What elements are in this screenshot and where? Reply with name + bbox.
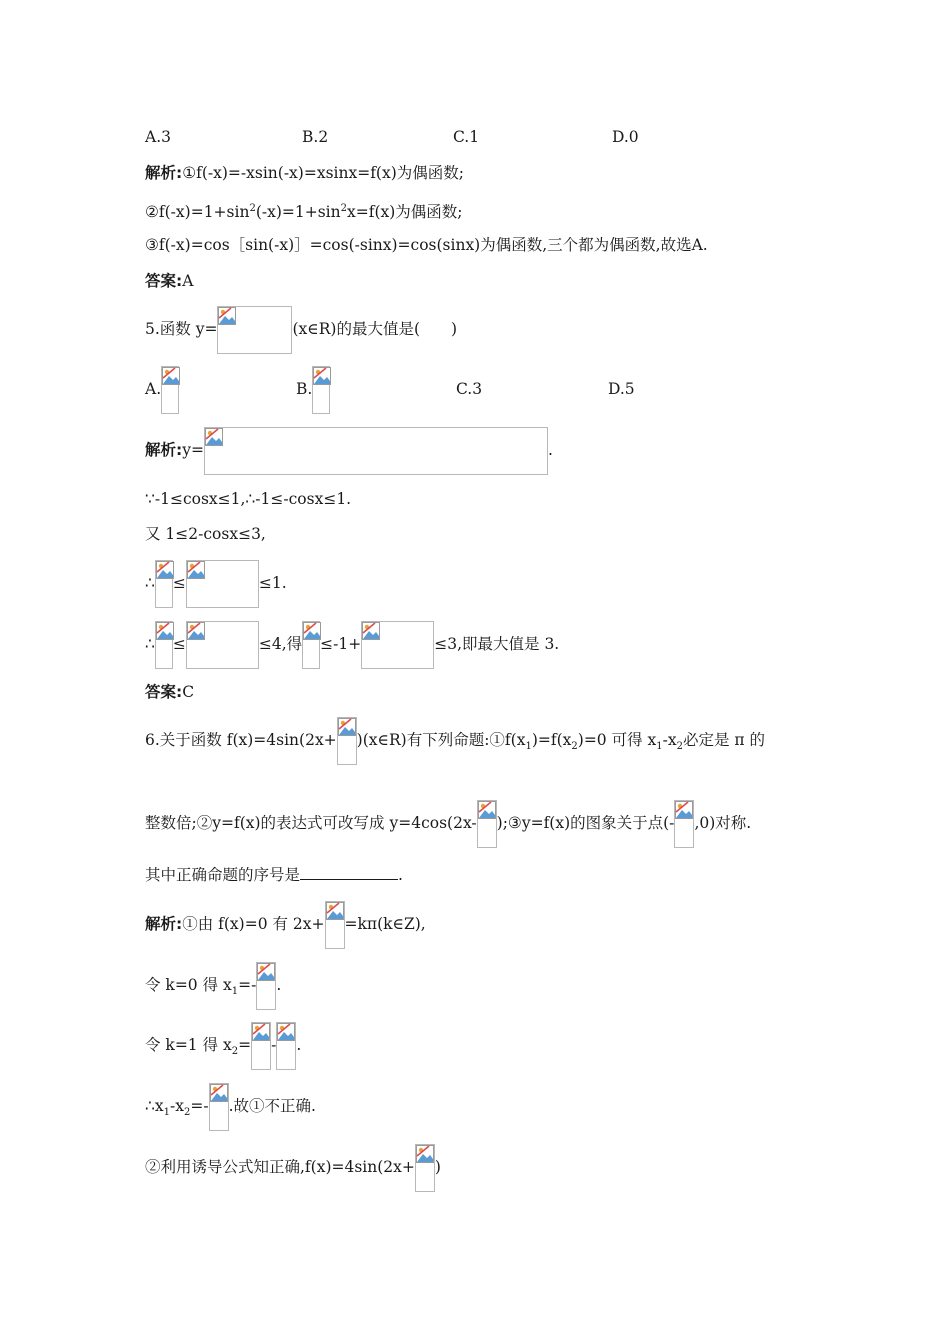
q4-option-b: B.2 [302, 128, 329, 146]
text: )=f(x [531, 731, 572, 749]
text: ∴ [145, 635, 155, 653]
q4-option-a: A.3 [145, 128, 171, 146]
broken-image-icon [312, 366, 330, 414]
broken-image-icon [256, 962, 276, 1010]
subscript: 2 [571, 741, 578, 753]
text: =- [190, 1097, 209, 1115]
subscript: 1 [163, 1107, 170, 1119]
text: );③y=f(x)的图象关于点(- [496, 814, 675, 832]
q4-answer [145, 270, 193, 292]
analysis-text: ①f(-x)=-xsin(-x)=xsinx=f(x)为偶函数; [182, 164, 464, 182]
text: ,0)对称. [694, 814, 752, 832]
broken-image-icon [217, 306, 292, 354]
text: 整数倍;②y=f(x)的表达式可改写成 y=4cos(2x- [145, 814, 477, 832]
broken-image-icon [209, 1083, 229, 1131]
subscript: 1 [231, 986, 239, 998]
q5-option-a [145, 365, 179, 414]
broken-image-icon [276, 1022, 296, 1070]
text: 令 k=1 得 x [145, 1036, 232, 1054]
q5-option-b [296, 365, 330, 414]
q4-analysis-line1 [145, 162, 464, 184]
text: . [296, 1036, 302, 1054]
text: ≤1. [258, 574, 287, 592]
text: -x [169, 1097, 184, 1115]
answer-label: 答案: [145, 272, 183, 290]
q6-analysis-line5 [145, 1143, 441, 1192]
text: 6.关于函数 f(x)=4sin(2x+ [145, 731, 337, 749]
q6-stem-line1 [145, 716, 765, 771]
broken-image-icon [155, 560, 173, 608]
q5-analysis-line5 [145, 620, 559, 669]
text: ≤4,得 [258, 635, 303, 653]
subscript: 1 [525, 741, 532, 753]
text: = [238, 1036, 252, 1054]
q5-option-d: D.5 [608, 380, 635, 398]
subscript: 2 [231, 1046, 239, 1058]
text: ≤-1+ [320, 635, 362, 653]
q5-analysis-line1 [145, 426, 553, 475]
q5-analysis-line4 [145, 559, 287, 608]
text: . [398, 866, 403, 884]
text: ②利用诱导公式知正确,f(x)=4sin(2x+ [145, 1158, 415, 1176]
q5-analysis-line2: ∵-1≤cosx≤1,∴-1≤-cosx≤1. [145, 490, 352, 508]
broken-image-icon [161, 366, 179, 414]
q4-option-c: C.1 [453, 128, 480, 146]
answer-label: 答案: [145, 683, 183, 701]
text: 5.函数 y= [145, 320, 218, 338]
q6-analysis-line2 [145, 961, 281, 1016]
analysis-label: 解析: [145, 441, 183, 459]
text: 令 k=0 得 x [145, 976, 232, 994]
broken-image-icon [674, 800, 694, 848]
subscript: 2 [676, 741, 683, 753]
text: B. [296, 380, 313, 398]
broken-image-icon [325, 901, 345, 949]
superscript: 2 [340, 203, 347, 214]
subscript: 2 [183, 1107, 191, 1119]
q6-analysis-line4 [145, 1082, 316, 1137]
text: . [276, 976, 282, 994]
text: A. [145, 380, 162, 398]
analysis-label: 解析: [145, 915, 183, 933]
text: ②f(-x)=1+sin [145, 203, 250, 222]
answer-blank[interactable] [300, 865, 398, 880]
text: ①由 f(x)=0 有 2x+ [182, 915, 325, 933]
broken-image-icon [186, 560, 259, 608]
broken-image-icon [302, 621, 320, 669]
answer-value: A [182, 272, 194, 290]
analysis-label: 解析: [145, 164, 183, 182]
text: - [271, 1036, 277, 1054]
broken-image-icon [155, 621, 173, 669]
text: ∴ [145, 574, 155, 592]
q6-analysis-line1 [145, 900, 426, 949]
text: )(x∈R)有下列命题:①f(x [356, 731, 526, 749]
text: ≤ [172, 635, 186, 653]
q5-answer [145, 681, 194, 703]
text: 必定是 π 的 [683, 731, 766, 749]
text: . [547, 441, 553, 459]
answer-value: C [182, 683, 195, 701]
text: )=0 可得 x [577, 731, 657, 749]
text: =- [238, 976, 257, 994]
text: ∴x [145, 1097, 164, 1115]
text: =kπ(k∈Z), [344, 915, 426, 933]
broken-image-icon [186, 621, 259, 669]
text: x=f(x)为偶函数; [347, 203, 463, 222]
q6-analysis-line3 [145, 1021, 301, 1076]
text: ≤ [172, 574, 186, 592]
text: (x∈R)的最大值是( ) [292, 320, 458, 338]
superscript: 2 [249, 203, 256, 214]
q4-analysis-line2 [145, 198, 463, 223]
q4-analysis-line3: ③f(-x)=cos［sin(-x)］=cos(-sinx)=cos(sinx)为偶函数,三个都为偶函数,故选A. [145, 236, 708, 254]
broken-image-icon [415, 1144, 435, 1192]
q5-option-c: C.3 [456, 380, 483, 398]
q6-stem-line2 [145, 799, 751, 848]
text: (-x)=1+sin [255, 203, 341, 222]
text: ≤3,即最大值是 3. [434, 635, 560, 653]
q6-stem-line3 [145, 864, 403, 886]
text: -x [662, 731, 677, 749]
text: 其中正确命题的序号是 [145, 866, 301, 884]
q4-option-d: D.0 [612, 128, 639, 146]
broken-image-icon [204, 427, 548, 475]
q5-analysis-line3: 又 1≤2-cosx≤3, [145, 525, 266, 543]
text: y= [182, 441, 204, 459]
text: ) [434, 1158, 441, 1176]
text: .故①不正确. [228, 1097, 316, 1115]
broken-image-icon [361, 621, 434, 669]
broken-image-icon [477, 800, 497, 848]
broken-image-icon [251, 1022, 271, 1070]
broken-image-icon [337, 717, 357, 765]
subscript: 1 [656, 741, 663, 753]
q5-stem [145, 305, 457, 354]
